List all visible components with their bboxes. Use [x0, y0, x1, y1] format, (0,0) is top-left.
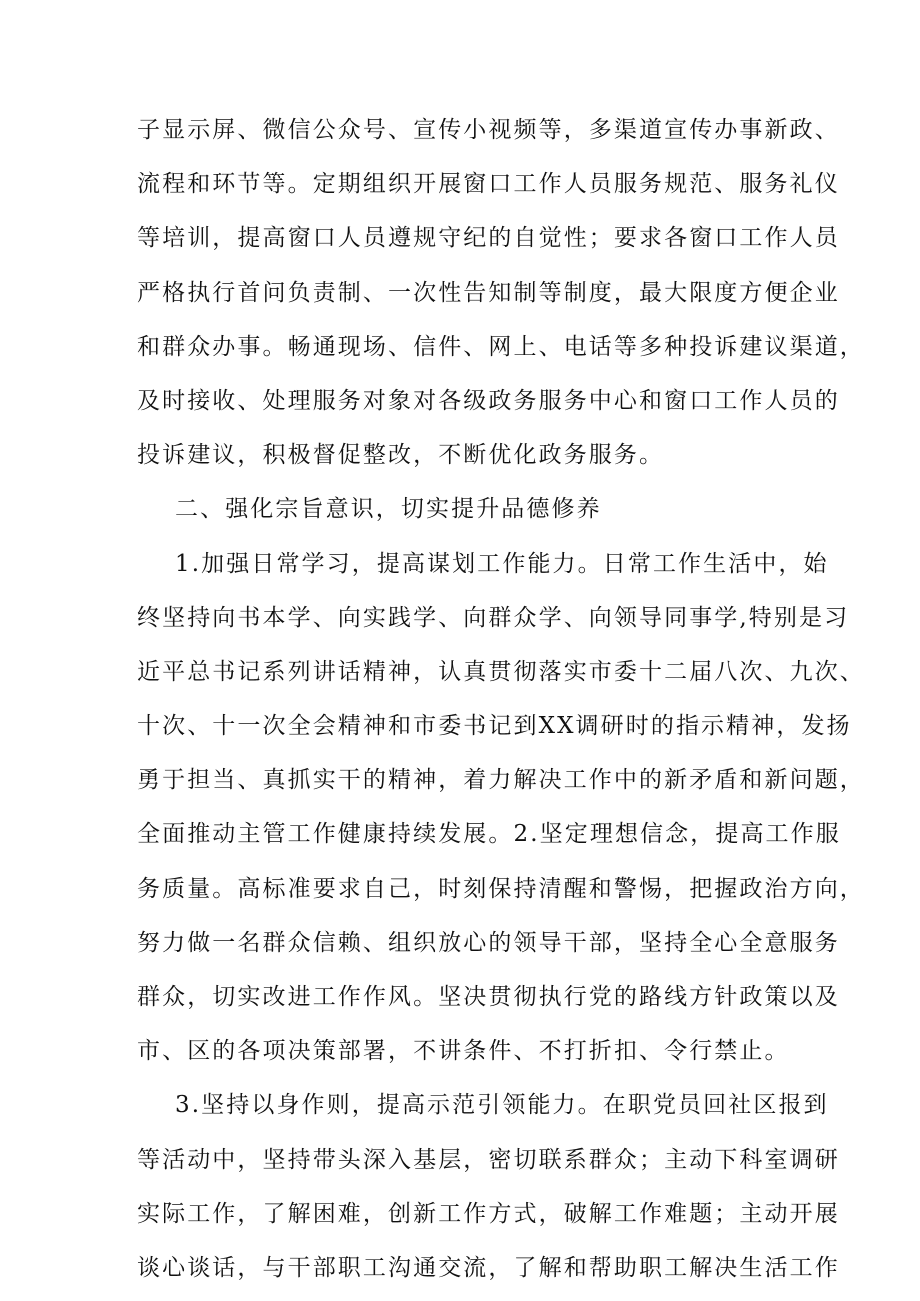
text-line: 务质量。高标准要求自己，时刻保持清醒和警惕，把握政治方向， [137, 875, 865, 902]
text-line: 3.坚持以身作则，提高示范引领能力。在职党员回社区报到 [175, 1092, 829, 1119]
text-line: 努力做一名群众信赖、组织放心的领导干部，坚持全心全意服务 [137, 929, 840, 956]
text-line: 严格执行首问负责制、一次性告知制等制度，最大限度方便企业 [137, 279, 840, 306]
text-line: 等培训，提高窗口人员遵规守纪的自觉性；要求各窗口工作人员 [137, 225, 840, 252]
text-line: 及时接收、处理服务对象对各级政务服务中心和窗口工作人员的 [137, 387, 840, 414]
text-line: 十次、十一次全会精神和市委书记到XX调研时的指示精神，发扬 [137, 713, 852, 740]
text-line: 近平总书记系列讲话精神，认真贯彻落实市委十二届八次、九次、 [137, 658, 865, 685]
text-line: 全面推动主管工作健康持续发展。2.坚定理想信念，提高工作服 [137, 821, 841, 848]
text-line: 投诉建议，积极督促整改，不断优化政务服务。 [137, 442, 665, 469]
text-line: 等活动中，坚持带头深入基层，密切联系群众；主动下科室调研 [137, 1146, 840, 1173]
text-line: 实际工作，了解困难，创新工作方式，破解工作难题；主动开展 [137, 1200, 840, 1227]
text-line: 流程和环节等。定期组织开展窗口工作人员服务规范、服务礼仪 [137, 171, 840, 198]
text-line: 子显示屏、微信公众号、宣传小视频等，多渠道宣传办事新政、 [137, 117, 840, 143]
text-line: 终坚持向书本学、向实践学、向群众学、向领导同事学,特别是习 [137, 604, 850, 631]
text-line: 和群众办事。畅通现场、信件、网上、电话等多种投诉建议渠道， [137, 333, 865, 360]
text-line: 群众，切实改进工作作风。坚决贯彻执行党的路线方针政策以及 [137, 984, 840, 1010]
text-line: 市、区的各项决策部署，不讲条件、不打折扣、令行禁止。 [137, 1038, 790, 1065]
document-body [0, 103, 920, 1295]
text-line: 1.加强日常学习，提高谋划工作能力。日常工作生活中，始 [175, 550, 829, 577]
section-heading: 二、强化宗旨意识，切实提升品德修养 [175, 496, 602, 523]
text-line: 谈心谈话，与干部职工沟通交流，了解和帮助职工解决生活工作 [137, 1254, 840, 1281]
text-line: 勇于担当、真抓实干的精神，着力解决工作中的新矛盾和新问题， [137, 767, 865, 794]
